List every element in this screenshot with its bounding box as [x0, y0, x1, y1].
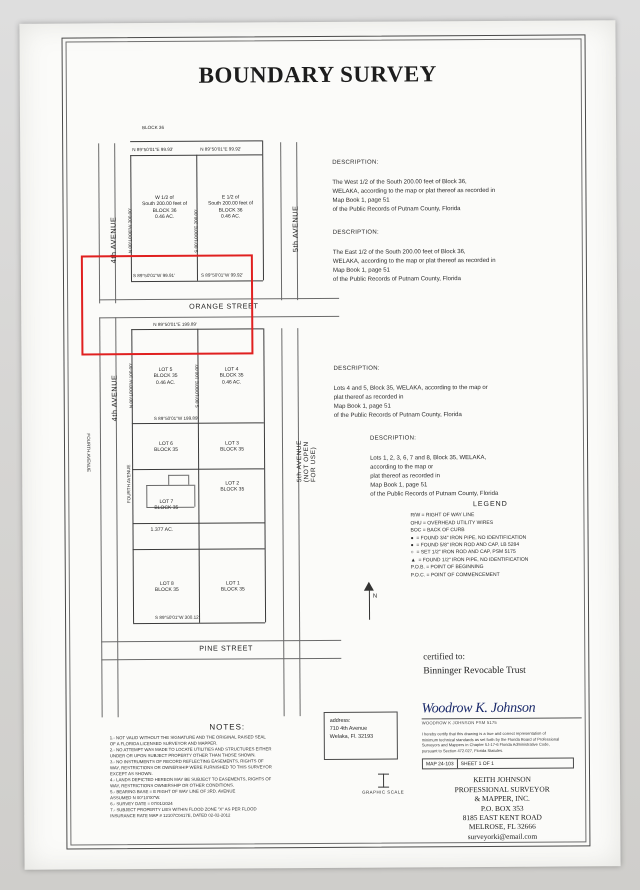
bearing-label: S 89°50'01"W 199.89' [153, 415, 199, 422]
description-block-3 [333, 355, 548, 422]
bearing-label: S 89°50'01"W 99.92' [200, 272, 243, 278]
graphic-scale-label: GRAPHIC SCALE [362, 789, 405, 795]
lot-label: LOT 3 BLOCK 35 [220, 440, 244, 454]
lot-label: LOT 4 BLOCK 35 0.46 AC. [219, 366, 244, 386]
map-line [99, 298, 339, 300]
lot-label: LOT 1 BLOCK 35 [220, 580, 245, 594]
lot-label: LOT 7 BLOCK 35 [154, 498, 179, 512]
map-line [99, 317, 102, 717]
street-label-fourth-avenue: FOURTH AVENUE [85, 433, 92, 473]
legend-row: P.O.C. = POINT OF COMMENCEMENT [410, 571, 500, 579]
signature-block [422, 700, 595, 841]
page-title: BOUNDARY SURVEY [198, 61, 437, 88]
bearing-label: N 00°10'00"W 200.00' [127, 208, 133, 254]
block-label: BLOCK 36 [142, 124, 165, 131]
lot-label: LOT 8 BLOCK 35 [154, 580, 179, 594]
signature-subtitle: WOODROW K JOHNSON PSM 5175 [421, 719, 497, 726]
map-line [168, 475, 169, 485]
certification-statement: I hereby certify that this drawing is a true and correct representation of minimum technical standards as set forth by the Florida Board of Professional Surveyors and Mappers in Chapter 5J-17-6 Florida Administrative Code, pursuant to Section 472.027, Florida Statutes. [421, 730, 560, 754]
description-text-2: The East 1/2 of the South 200.00 feet of Block 36, WELAKA, according to the map or plat thereof as recorded in Map Book 1, page 51 of the Public Records of Putnam County, Florida [332, 248, 496, 284]
legend [410, 500, 570, 579]
legend-row: ○ = SET 1/2" IRON ROD AND CAP, PSM 5175 [410, 549, 516, 556]
bearing-label: N 89°50'01"E 199.89' [153, 321, 197, 328]
map-line [280, 142, 282, 300]
survey-sheet [19, 20, 620, 870]
lot-label: E 1/2 of South 200.00 feet of BLOCK 36 0.46 AC. [207, 194, 254, 220]
description-header-2: DESCRIPTION: [332, 229, 380, 237]
area-label: 1.377 AC. [150, 526, 174, 534]
street-label-orange: ORANGE STREET [189, 301, 259, 311]
graphic-scale [354, 773, 412, 794]
street-label-pine: PINE STREET [199, 643, 254, 653]
map-line [133, 622, 265, 624]
description-header-4: DESCRIPTION: [369, 435, 417, 442]
notes-list: 1.- NOT VALID WITHOUT THE SIGNATURE AND THE ORIGINAL RAISED SEAL OF A FLORIDA LICENSED SURVEYOR AND MAPPER. 2.- NO ATTEMPT WAS MADE TO LOCATE UTILITIES AND STRUCTURES EITHER UNDER OR UPON SUBJECT PROPERTY OTHER THAN THOSE SHOWN. 3.- NO INSTRUMENTS OF RECORD REFLECTING EASEMENTS, RIGHTS OF WAY, RESTRICTIONS OR OWNERSHIP WERE FURNISHED TO THIS SURVEYOR EXCEPT AS SHOWN. 4.- LANDS DEPICTED HEREON MAY BE SUBJECT TO EASEMENTS, RIGHTS OF WAY, RESTRICTIONS OWNERSHIP OR OTHER CONDITIONS. 5.- BEARING BASE = E RIGHT OF WAY LINE OF 3RD. AVENUE ASSUMED N 00°10'00"W. 6.- SURVEY DATE = 07/01/2024 7.- SUBJECT PROPERTY LIES WITHIN FLOOD ZONE "X" AS PER FLOOD INSURANCE RATE MAP # 12107C0417E, DATED 02-02-2012 [109, 734, 272, 819]
street-label-4th-ave-lower: 4th AVENUE [109, 374, 119, 422]
lot-label: W 1/2 of South 200.00 feet of BLOCK 36 0.46 AC. [141, 194, 188, 221]
map-line [146, 485, 194, 486]
legend-row: BOC = BACK OF CURB [410, 527, 465, 534]
legend-row: R/W = RIGHT OF WAY LINE [410, 512, 475, 519]
description-header-1: DESCRIPTION: [332, 159, 379, 167]
legend-row: ● = FOUND 3/4" IRON PIPE, NO IDENTIFICATION [410, 534, 527, 542]
map-line [262, 140, 264, 280]
lot-label: LOT 6 BLOCK 35 [154, 440, 179, 454]
map-line [130, 140, 262, 142]
legend-row: ● = FOUND 5/8" IRON ROD AND CAP, LB 5284 [410, 541, 520, 549]
map-job-number: MAP 24-103 [423, 760, 458, 769]
map-line [101, 640, 341, 642]
north-arrow [353, 582, 387, 622]
description-block-1 [332, 149, 547, 216]
map-line [98, 143, 100, 303]
bearing-label: N 89°50'01"E 99.92' [200, 146, 242, 152]
sheet-number: SHEET 1 OF 1 [460, 760, 494, 768]
bearing-label: S 89°50'01"W 99.91' [132, 272, 175, 279]
description-header-3: DESCRIPTION: [333, 365, 380, 373]
bearing-label: N 00°10'00"W 100.00' [128, 363, 134, 409]
description-block-2 [333, 219, 548, 286]
north-arrow-shaft [369, 586, 370, 620]
map-line [188, 475, 189, 485]
certified-to-block [423, 650, 593, 676]
description-text-3: Lots 4 and 5, Block 35, WELAKA, according to the map or plat thereof as recorded in Map Book 1, page 51 of the Public Records of Putnam County, Florida [333, 384, 488, 420]
bearing-label: S 00°10'00"E 100.00' [194, 364, 200, 408]
street-label-5th-ave-not-open: 5th AVENUE (NOT OPEN FOR USE) [295, 439, 318, 483]
north-arrow-label: N [372, 593, 378, 600]
signature-script: Woodrow K. Johnson [421, 700, 536, 717]
graphic-scale-bar [383, 774, 384, 788]
map-line [99, 316, 339, 318]
map-line [168, 475, 188, 476]
certified-to-label: certified to: [423, 651, 466, 662]
notes-block [110, 722, 346, 819]
description-block-4 [370, 424, 585, 500]
street-label-4th-ave-top: 4th AVENUE [108, 216, 118, 264]
legend-row: ▲ = FOUND 1/2" IRON PIPE, NO IDENTIFICATION [410, 556, 529, 564]
description-text-4: Lots 1, 2, 3, 6, 7 and 8, Block 35, WELAKA, according to the map or plat thereof as recorded in Map Book 1, page 51 of the Public Records of Putnam County, Florida [370, 454, 499, 499]
bearing-label: S 00°10'00"E 200.00' [193, 209, 199, 253]
survey-map [80, 102, 343, 674]
bearing-label: N 89°50'01"E 99.93' [132, 146, 174, 153]
street-label-fourth-avenue-2: FOURTH AVENUE [126, 464, 132, 504]
lot-label: LOT 2 BLOCK 35 [220, 480, 245, 494]
certified-to-party: Binninger Revocable Trust [423, 665, 526, 677]
legend-title: LEGEND [472, 500, 508, 509]
description-text-1: The West 1/2 of the South 200.00 feet of Block 36, WELAKA, according to the map or plat thereof as recorded in Map Book 1, page 51 of the Public Records of Putnam County, Florida [332, 178, 496, 214]
legend-row: P.O.B. = POINT OF BEGINNING [410, 564, 484, 571]
map-line [263, 328, 266, 622]
legend-row: OHU = OVERHEAD UTILITY WIRES [410, 519, 494, 527]
map-line [101, 658, 341, 660]
map-sheet-box [422, 758, 574, 770]
bearing-label: S 89°50'01"W 300.12' [155, 614, 200, 621]
address-box: address: 710 4th Avenue Welaka, Fl. 32193 [324, 712, 398, 760]
lot-label: LOT 5 BLOCK 35 0.46 AC. [153, 366, 178, 386]
notes-title: NOTES: [209, 722, 246, 732]
surveyor-firm-block: KEITH JOHNSON PROFESSIONAL SURVEYOR & MAPPER, INC. P.O. BOX 353 8185 EAST KENT ROAD MELROSE, FL 32666 surveyorki@email.com [454, 775, 550, 841]
street-label-5th-ave-top: 5th AVENUE [290, 205, 300, 253]
